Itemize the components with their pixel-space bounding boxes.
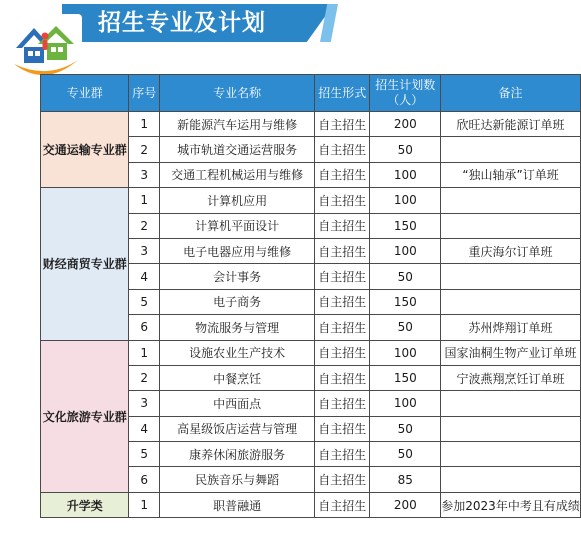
cell-major: 中餐烹饪 xyxy=(160,365,315,390)
cell-note: 欣旺达新能源订单班 xyxy=(441,112,581,137)
header-plan-line2: （人） xyxy=(387,93,424,107)
cell-mode: 自主招生 xyxy=(315,162,370,187)
cell-mode: 自主招生 xyxy=(315,340,370,365)
cell-note xyxy=(441,188,581,213)
cell-note xyxy=(441,213,581,238)
cell-major: 交通工程机械运用与维修 xyxy=(160,162,315,187)
group-cell-finance: 财经商贸专业群 xyxy=(41,188,129,340)
cell-seq: 1 xyxy=(129,112,160,137)
cell-note xyxy=(441,289,581,314)
cell-seq: 3 xyxy=(129,391,160,416)
cell-major: 高星级饭店运营与管理 xyxy=(160,416,315,441)
cell-plan: 100 xyxy=(370,162,441,187)
header-plan xyxy=(370,75,441,112)
cell-note xyxy=(441,442,581,467)
cell-seq: 6 xyxy=(129,315,160,340)
cell-note: 宁波燕翔烹饪订单班 xyxy=(441,365,581,390)
cell-mode: 自主招生 xyxy=(315,188,370,213)
cell-seq: 3 xyxy=(129,162,160,187)
table-row xyxy=(41,340,581,365)
cell-major: 民族音乐与舞蹈 xyxy=(160,467,315,492)
cell-mode: 自主招生 xyxy=(315,213,370,238)
cell-major: 康养休闲旅游服务 xyxy=(160,442,315,467)
cell-seq: 2 xyxy=(129,213,160,238)
cell-plan: 50 xyxy=(370,264,441,289)
cell-major: 计算机平面设计 xyxy=(160,213,315,238)
cell-seq: 3 xyxy=(129,238,160,263)
cell-seq: 5 xyxy=(129,289,160,314)
cell-plan: 50 xyxy=(370,137,441,162)
cell-major: 物流服务与管理 xyxy=(160,315,315,340)
cell-plan: 150 xyxy=(370,213,441,238)
cell-seq: 1 xyxy=(129,188,160,213)
header-plan-line1: 招生计划数 xyxy=(375,78,436,92)
table-row xyxy=(41,188,581,213)
cell-note: 参加2023年中考且有成绩 xyxy=(441,492,581,517)
cell-note xyxy=(441,391,581,416)
cell-seq: 4 xyxy=(129,264,160,289)
group-cell-traffic: 交通运输专业群 xyxy=(41,112,129,188)
cell-note xyxy=(441,137,581,162)
cell-note: 重庆海尔订单班 xyxy=(441,238,581,263)
cell-major: 城市轨道交通运营服务 xyxy=(160,137,315,162)
cell-major: 电子商务 xyxy=(160,289,315,314)
cell-mode: 自主招生 xyxy=(315,264,370,289)
enrollment-table xyxy=(40,74,581,518)
cell-plan: 150 xyxy=(370,365,441,390)
header-note: 备注 xyxy=(441,75,581,112)
cell-plan: 50 xyxy=(370,416,441,441)
cell-mode: 自主招生 xyxy=(315,112,370,137)
cell-plan: 50 xyxy=(370,315,441,340)
group-cell-upgrade: 升学类 xyxy=(41,492,129,517)
cell-plan: 100 xyxy=(370,188,441,213)
cell-major: 中西面点 xyxy=(160,391,315,416)
cell-major: 新能源汽车运用与维修 xyxy=(160,112,315,137)
cell-note xyxy=(441,467,581,492)
cell-note: 苏州烨翔订单班 xyxy=(441,315,581,340)
cell-mode: 自主招生 xyxy=(315,289,370,314)
cell-major: 设施农业生产技术 xyxy=(160,340,315,365)
cell-plan: 150 xyxy=(370,289,441,314)
cell-mode: 自主招生 xyxy=(315,416,370,441)
header-mode: 招生形式 xyxy=(315,75,370,112)
cell-major: 职普融通 xyxy=(160,492,315,517)
cell-mode: 自主招生 xyxy=(315,467,370,492)
page-title: 招生专业及计划 xyxy=(98,10,266,36)
group-cell-culture: 文化旅游专业群 xyxy=(41,340,129,492)
cell-note: 国家油桐生物产业订单班 xyxy=(441,340,581,365)
cell-mode: 自主招生 xyxy=(315,391,370,416)
cell-mode: 自主招生 xyxy=(315,315,370,340)
cell-plan: 100 xyxy=(370,238,441,263)
cell-mode: 自主招生 xyxy=(315,137,370,162)
table-row xyxy=(41,492,581,517)
cell-major: 计算机应用 xyxy=(160,188,315,213)
table-row xyxy=(41,112,581,137)
cell-mode: 自主招生 xyxy=(315,492,370,517)
cell-mode: 自主招生 xyxy=(315,365,370,390)
cell-mode: 自主招生 xyxy=(315,442,370,467)
cell-major: 会计事务 xyxy=(160,264,315,289)
table-header-row xyxy=(41,75,581,112)
cell-plan: 50 xyxy=(370,442,441,467)
cell-note: “独山轴承”订单班 xyxy=(441,162,581,187)
header-group: 专业群 xyxy=(41,75,129,112)
cell-seq: 1 xyxy=(129,492,160,517)
cell-seq: 2 xyxy=(129,137,160,162)
enrollment-table-container xyxy=(40,74,581,518)
header-major: 专业名称 xyxy=(160,75,315,112)
cell-seq: 5 xyxy=(129,442,160,467)
cell-major: 电子电器应用与维修 xyxy=(160,238,315,263)
cell-plan: 200 xyxy=(370,112,441,137)
cell-seq: 6 xyxy=(129,467,160,492)
header-seq: 序号 xyxy=(129,75,160,112)
cell-plan: 85 xyxy=(370,467,441,492)
cell-note xyxy=(441,264,581,289)
cell-seq: 2 xyxy=(129,365,160,390)
cell-plan: 100 xyxy=(370,391,441,416)
cell-note xyxy=(441,416,581,441)
cell-plan: 200 xyxy=(370,492,441,517)
cell-plan: 100 xyxy=(370,340,441,365)
cell-mode: 自主招生 xyxy=(315,238,370,263)
cell-seq: 4 xyxy=(129,416,160,441)
cell-seq: 1 xyxy=(129,340,160,365)
